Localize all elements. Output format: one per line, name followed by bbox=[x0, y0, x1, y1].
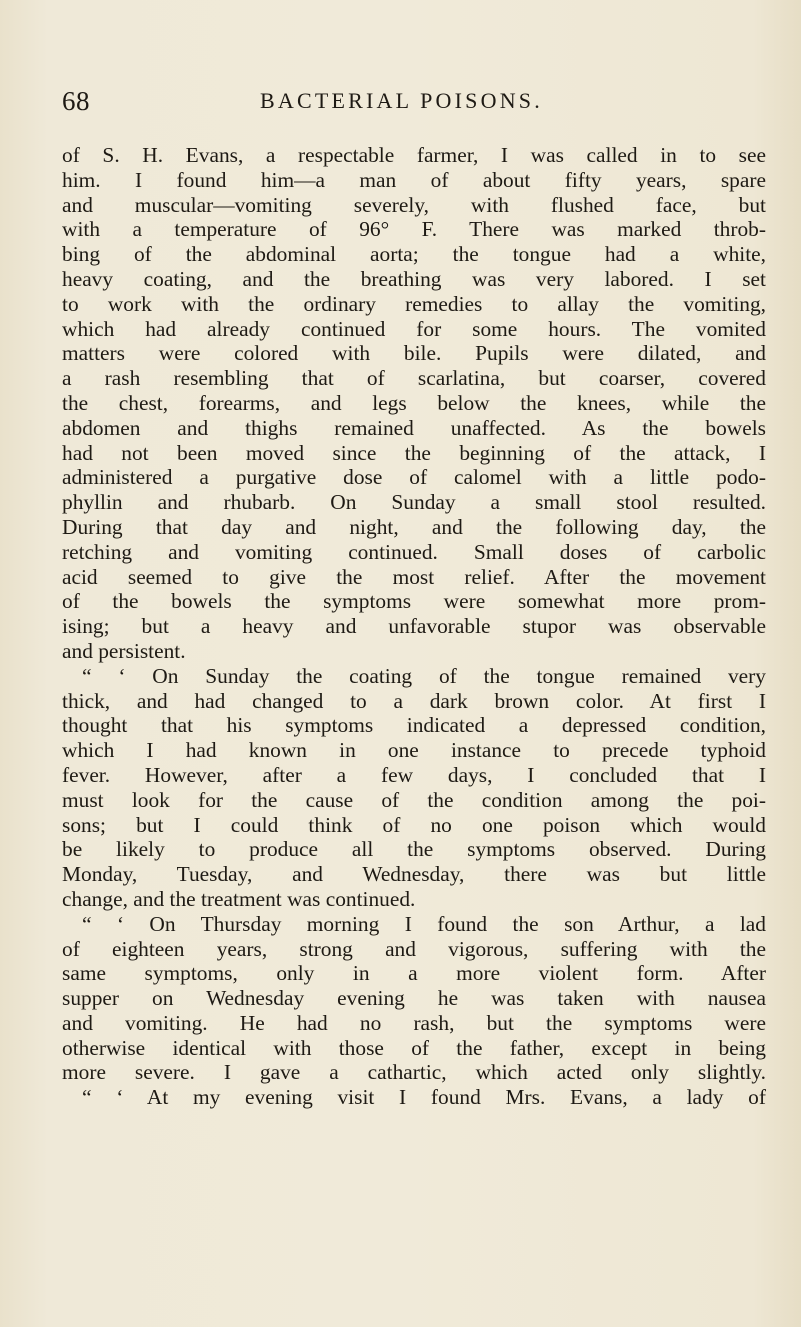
text-line: phyllin and rhubarb. On Sunday a small stool resulted. bbox=[62, 490, 766, 515]
text-line: heavy coating, and the breathing was very labored. I set bbox=[62, 266, 766, 291]
text-line: fever. However, after a few days, I concluded that I bbox=[62, 762, 766, 787]
paragraph-start-line: “ ‘ At my evening visit I found Mrs. Evans, a lady of bbox=[82, 1085, 766, 1110]
text-line: be likely to produce all the symptoms observed. During bbox=[62, 837, 766, 862]
text-line: sons; but I could think of no one poison which would bbox=[62, 812, 766, 837]
text-line: which had already continued for some hours. The vomited bbox=[62, 316, 766, 341]
text-line: otherwise identical with those of the father, except in being bbox=[62, 1035, 766, 1060]
text-line: and vomiting. He had no rash, but the symptoms were bbox=[62, 1010, 766, 1035]
text-line: retching and vomiting continued. Small doses of carbolic bbox=[62, 539, 766, 564]
text-line: and muscular—vomiting severely, with flushed face, but bbox=[62, 192, 766, 217]
text-line: same symptoms, only in a more violent form. After bbox=[62, 961, 766, 986]
text-line: with a temperature of 96° F. There was marked throb- bbox=[62, 217, 766, 242]
paragraph-end-line: and persistent. bbox=[62, 638, 186, 663]
text-line: the chest, forearms, and legs below the knees, while the bbox=[62, 390, 766, 415]
text-line: of eighteen years, strong and vigorous, suffering with the bbox=[62, 936, 766, 961]
text-line: more severe. I gave a cathartic, which acted only slightly. bbox=[62, 1060, 766, 1085]
paragraph-start-line: “ ‘ On Thursday morning I found the son Arthur, a lad bbox=[82, 911, 766, 936]
text-line: acid seemed to give the most relief. After the movement bbox=[62, 564, 766, 589]
running-head bbox=[62, 86, 765, 114]
text-line: which I had known in one instance to precede typhoid bbox=[62, 738, 766, 763]
text-line: bing of the abdominal aorta; the tongue had a white, bbox=[62, 242, 766, 267]
text-line: of the bowels the symptoms were somewhat more prom- bbox=[62, 589, 766, 614]
text-line: During that day and night, and the following day, the bbox=[62, 514, 766, 539]
running-title: BACTERIAL POISONS. bbox=[260, 88, 543, 113]
body-text bbox=[62, 143, 766, 1110]
paragraph-end-line: change, and the treatment was continued. bbox=[62, 886, 416, 911]
text-line: ising; but a heavy and unfavorable stupor was observable bbox=[62, 614, 766, 639]
paragraph-start-line: “ ‘ On Sunday the coating of the tongue remained very bbox=[82, 663, 766, 688]
text-line: of S. H. Evans, a respectable farmer, I was called in to see bbox=[62, 143, 766, 167]
text-line: to work with the ordinary remedies to allay the vomiting, bbox=[62, 291, 766, 316]
text-line: must look for the cause of the condition among the poi- bbox=[62, 787, 766, 812]
text-line: thick, and had changed to a dark brown color. At first I bbox=[62, 688, 766, 713]
text-line: thought that his symptoms indicated a depressed condition, bbox=[62, 713, 766, 738]
text-line: him. I found him—a man of about fifty years, spare bbox=[62, 167, 766, 192]
text-line: administered a purgative dose of calomel with a little podo- bbox=[62, 465, 766, 490]
text-line: supper on Wednesday evening he was taken with nausea bbox=[62, 986, 766, 1011]
text-line: abdomen and thighs remained unaffected. As the bowels bbox=[62, 415, 766, 440]
text-line: matters were colored with bile. Pupils were dilated, and bbox=[62, 341, 766, 366]
text-line: a rash resembling that of scarlatina, but coarser, covered bbox=[62, 366, 766, 391]
text-line: Monday, Tuesday, and Wednesday, there was but little bbox=[62, 862, 766, 887]
text-line: had not been moved since the beginning of the attack, I bbox=[62, 440, 766, 465]
page-number: 68 bbox=[62, 86, 90, 116]
